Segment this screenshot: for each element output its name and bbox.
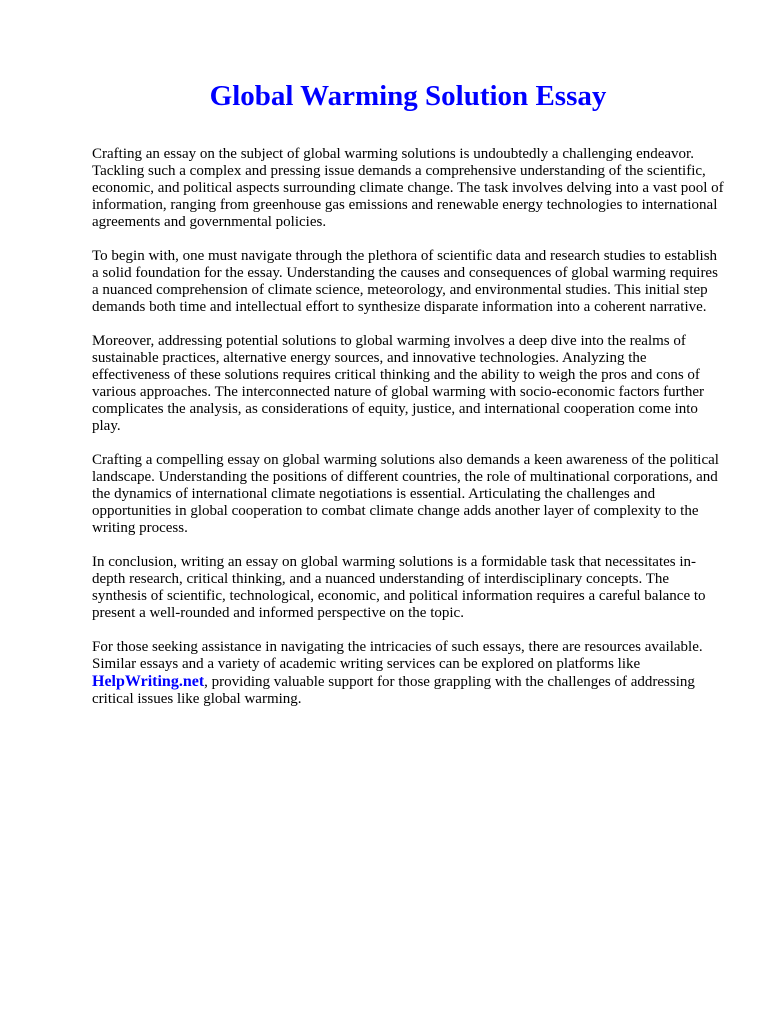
resources-text-before-link: For those seeking assistance in navigating the intricacies of such essays, there are resources available. Similar essays and a variety of academic writing services can be explored on platforms like — [92, 639, 703, 672]
resources-text-after-link: , providing valuable support for those grappling with the challenges of addressing critical issues like global warming. — [92, 674, 695, 707]
helpwriting-link[interactable]: HelpWriting.net — [92, 673, 205, 690]
paragraph-research: To begin with, one must navigate through the plethora of scientific data and research studies to establish a solid foundation for the essay. Understanding the causes and consequences of global warming requires a nuanced comprehension of climate science, meteorology, and environmental studies. This initial step demands both time and intellectual effort to synthesize disparate information into a coherent narrative. — [92, 248, 718, 315]
paragraph-solutions: Moreover, addressing potential solutions to global warming involves a deep dive into the realms of sustainable practices, alternative energy sources, and innovative technologies. Analyzing the effectiveness of these solutions requires critical thinking and the ability to weigh the pros and cons of various approaches. The interconnected nature of global warming with socio-economic factors further complicates the analysis, as considerations of equity, justice, and international cooperation come into play. — [92, 333, 704, 434]
paragraph-conclusion: In conclusion, writing an essay on global warming solutions is a formidable task that necessitates in-depth research, critical thinking, and a nuanced understanding of interdisciplinary concepts. The synthesis of scientific, technological, economic, and political information requires a careful balance to present a well-rounded and informed perspective on the topic. — [92, 554, 706, 621]
page-title: Global Warming Solution Essay — [209, 80, 607, 112]
paragraph-resources — [92, 639, 724, 708]
paragraph-political: Crafting a compelling essay on global warming solutions also demands a keen awareness of the political landscape. Understanding the positions of different countries, the role of multinational corporations, and the dynamics of international climate negotiations is essential. Articulating the challenges and opportunities in global cooperation to combat climate change adds another layer of complexity to the writing process. — [92, 452, 719, 536]
paragraph-intro: Crafting an essay on the subject of global warming solutions is undoubtedly a challenging endeavor. Tackling such a complex and pressing issue demands a comprehensive understanding of the scientific, economic, and political aspects surrounding climate change. The task involves delving into a vast pool of information, ranging from greenhouse gas emissions and renewable energy technologies to international agreements and governmental policies. — [92, 146, 724, 230]
